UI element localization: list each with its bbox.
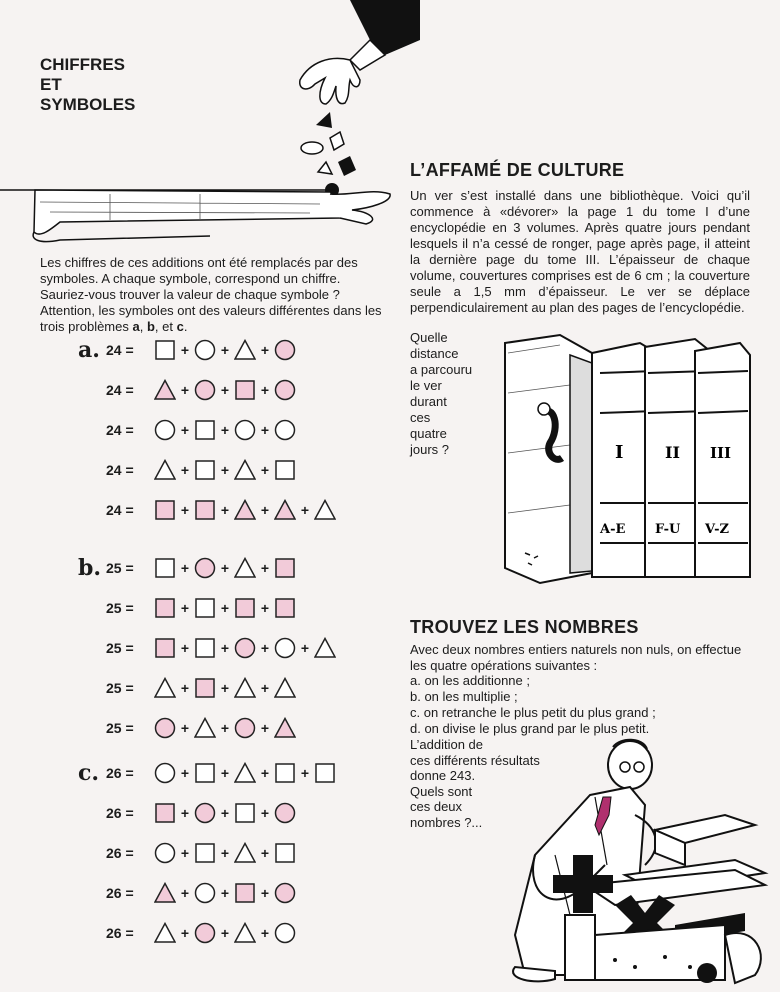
affame-question: [410, 330, 472, 458]
triangle-pink-icon: [274, 717, 296, 739]
plus-sign: +: [180, 600, 190, 616]
equation-row: [78, 760, 338, 786]
question-line: ces: [410, 410, 431, 425]
question-line: le ver: [410, 378, 442, 393]
plus-sign: +: [260, 600, 270, 616]
plus-sign: +: [300, 502, 310, 518]
equation-total: 25 =: [106, 600, 134, 616]
equation-total: 24 =: [106, 422, 134, 438]
triangle-white-icon: [314, 637, 336, 659]
plus-sign: +: [220, 925, 230, 941]
equation-total: 26 =: [106, 885, 134, 901]
circle-white-icon: [194, 339, 216, 361]
chiffres-intro: [40, 255, 385, 335]
plus-sign: +: [180, 805, 190, 821]
question-line: ces deux: [410, 799, 463, 814]
nombres-intro: Avec deux nombres entiers naturels non nuls, on effectue les quatre opérations suivantes :: [410, 642, 742, 673]
volume-2-label: F-U: [655, 522, 681, 537]
circle-white-icon: [154, 842, 176, 864]
plus-sign: +: [220, 600, 230, 616]
circle-pink-icon: [194, 802, 216, 824]
volume-3-label: V-Z: [705, 522, 730, 537]
circle-white-icon: [274, 419, 296, 441]
triangle-white-icon: [234, 557, 256, 579]
question-line: distance: [410, 346, 459, 361]
circle-white-icon: [194, 882, 216, 904]
plus-sign: +: [260, 845, 270, 861]
square-pink-icon: [234, 379, 256, 401]
plus-sign: +: [260, 680, 270, 696]
equation-total: 24 =: [106, 382, 134, 398]
problem-label: a.: [78, 337, 100, 363]
equation-row: [78, 417, 298, 443]
question-line: quatre: [410, 426, 447, 441]
square-pink-icon: [234, 882, 256, 904]
square-pink-icon: [154, 597, 176, 619]
equation-row: [78, 840, 298, 866]
volume-1-label: A-E: [600, 522, 626, 537]
circle-white-icon: [154, 419, 176, 441]
plus-sign: +: [180, 845, 190, 861]
triangle-white-icon: [234, 922, 256, 944]
triangle-pink-icon: [154, 379, 176, 401]
circle-pink-icon: [274, 802, 296, 824]
plus-sign: +: [220, 805, 230, 821]
plus-sign: +: [220, 885, 230, 901]
circle-pink-icon: [234, 717, 256, 739]
equation-total: 25 =: [106, 720, 134, 736]
op-b: b. on les multiplie ;: [410, 689, 518, 704]
plus-sign: +: [260, 925, 270, 941]
equation-total: 26 =: [106, 925, 134, 941]
plus-sign: +: [220, 680, 230, 696]
circle-pink-icon: [274, 379, 296, 401]
plus-sign: +: [260, 765, 270, 781]
plus-sign: +: [220, 462, 230, 478]
circle-white-icon: [234, 419, 256, 441]
equation-row: [78, 377, 298, 403]
equation-total: 26 =: [106, 845, 134, 861]
plus-sign: +: [220, 422, 230, 438]
page-title: [40, 55, 135, 115]
problem-label: b.: [78, 555, 102, 581]
nombres-ops: [410, 673, 656, 737]
intro-b: b: [146, 319, 155, 334]
circle-white-icon: [274, 922, 296, 944]
books-illustration: [500, 333, 755, 588]
triangle-white-icon: [274, 677, 296, 699]
intro-sep2: , et: [154, 319, 177, 334]
square-white-icon: [154, 339, 176, 361]
plus-sign: +: [260, 885, 270, 901]
affame-title: L’AFFAMÉ DE CULTURE: [410, 160, 625, 180]
plus-sign: +: [220, 640, 230, 656]
circle-white-icon: [274, 637, 296, 659]
square-pink-icon: [274, 597, 296, 619]
plus-sign: +: [180, 720, 190, 736]
spine-2: II: [665, 443, 680, 462]
circle-pink-icon: [194, 922, 216, 944]
spine-3: III: [710, 444, 732, 462]
plus-sign: +: [260, 462, 270, 478]
equation-row: [78, 800, 298, 826]
equation-total: 25 =: [106, 640, 134, 656]
equation-total: 24 =: [106, 342, 134, 358]
equation-total: 25 =: [106, 680, 134, 696]
equation-total: 24 =: [106, 462, 134, 478]
op-d: d. on divise le plus grand par le plus petit.: [410, 721, 650, 736]
problem-label: c.: [78, 760, 100, 786]
plus-sign: +: [300, 640, 310, 656]
plus-sign: +: [260, 422, 270, 438]
plus-sign: +: [260, 640, 270, 656]
intro-end: .: [183, 319, 188, 334]
plus-sign: +: [260, 342, 270, 358]
square-white-icon: [194, 762, 216, 784]
plus-sign: +: [300, 765, 310, 781]
question-line: nombres ?...: [410, 814, 483, 830]
square-white-icon: [274, 842, 296, 864]
plus-sign: +: [220, 845, 230, 861]
equation-row: [78, 715, 298, 741]
plus-sign: +: [260, 560, 270, 576]
intro-a: a: [132, 319, 140, 334]
square-white-icon: [234, 802, 256, 824]
intro-c: c: [176, 319, 184, 334]
scientist-illustration: [495, 735, 775, 987]
title-line-2: ET: [40, 75, 62, 94]
spine-1: I: [615, 442, 624, 463]
triangle-white-icon: [234, 677, 256, 699]
square-white-icon: [314, 762, 336, 784]
equation-row: [78, 337, 298, 363]
op-c: c. on retranche le plus petit du plus grand ;: [410, 705, 656, 720]
triangle-white-icon: [314, 499, 336, 521]
equation-row: [78, 555, 298, 581]
circle-white-icon: [154, 762, 176, 784]
circle-pink-icon: [274, 882, 296, 904]
plus-sign: +: [260, 805, 270, 821]
circle-pink-icon: [194, 557, 216, 579]
equation-row: [78, 920, 298, 946]
title-line-1: CHIFFRES: [40, 55, 125, 74]
plus-sign: +: [220, 342, 230, 358]
equation-total: 24 =: [106, 502, 134, 518]
equation-total: 26 =: [106, 805, 134, 821]
question-line: durant: [410, 394, 447, 409]
plus-sign: +: [180, 422, 190, 438]
triangle-pink-icon: [274, 499, 296, 521]
equation-total: 25 =: [106, 560, 134, 576]
square-pink-icon: [234, 597, 256, 619]
equation-row: [78, 595, 298, 621]
plus-sign: +: [220, 502, 230, 518]
square-pink-icon: [194, 499, 216, 521]
triangle-pink-icon: [154, 882, 176, 904]
plus-sign: +: [260, 502, 270, 518]
square-white-icon: [194, 419, 216, 441]
square-white-icon: [274, 762, 296, 784]
question-line: L’addition de: [410, 737, 484, 752]
question-line: a parcouru: [410, 362, 473, 377]
triangle-white-icon: [154, 677, 176, 699]
plus-sign: +: [180, 502, 190, 518]
circle-pink-icon: [194, 379, 216, 401]
question-line: donne 243.: [410, 768, 476, 783]
square-white-icon: [194, 459, 216, 481]
triangle-white-icon: [234, 842, 256, 864]
equation-row: [78, 497, 338, 523]
equation-total: 26 =: [106, 765, 134, 781]
plus-sign: +: [180, 680, 190, 696]
plus-sign: +: [220, 382, 230, 398]
plus-sign: +: [180, 765, 190, 781]
plus-sign: +: [180, 560, 190, 576]
triangle-white-icon: [154, 459, 176, 481]
question-line: Quels sont: [410, 783, 473, 799]
plus-sign: +: [180, 885, 190, 901]
plus-sign: +: [220, 765, 230, 781]
equation-row: [78, 675, 298, 701]
triangle-white-icon: [194, 717, 216, 739]
hand-dropping-symbols-illustration: [290, 0, 420, 200]
receiving-hand-illustration: [0, 180, 395, 252]
square-white-icon: [194, 597, 216, 619]
plus-sign: +: [180, 925, 190, 941]
nombres-title: TROUVEZ LES NOMBRES: [410, 617, 639, 637]
plus-sign: +: [220, 720, 230, 736]
square-pink-icon: [274, 557, 296, 579]
triangle-white-icon: [234, 339, 256, 361]
plus-sign: +: [180, 342, 190, 358]
triangle-pink-icon: [234, 499, 256, 521]
question-line: Quelle: [410, 330, 448, 345]
square-pink-icon: [194, 677, 216, 699]
square-white-icon: [154, 557, 176, 579]
op-a: a. on les additionne ;: [410, 673, 530, 688]
plus-sign: +: [260, 720, 270, 736]
question-line: jours ?: [410, 442, 450, 457]
plus-sign: +: [260, 382, 270, 398]
square-white-icon: [274, 459, 296, 481]
square-white-icon: [194, 637, 216, 659]
square-pink-icon: [154, 802, 176, 824]
square-pink-icon: [154, 499, 176, 521]
plus-sign: +: [180, 640, 190, 656]
circle-pink-icon: [154, 717, 176, 739]
plus-sign: +: [180, 462, 190, 478]
intro-text: Les chiffres de ces additions ont été remplacés par des symboles. A chaque symbole, correspond un chiffre. Sauriez-vous trouver la valeur de chaque symbole ? Attention, les symboles ont des valeurs différentes dans les trois problèmes: [40, 255, 382, 334]
circle-pink-icon: [274, 339, 296, 361]
triangle-white-icon: [234, 762, 256, 784]
affame-body: Un ver s’est installé dans une bibliothèque. Voici qu’il commence à «dévorer» la page 1 du tome I d’une encyclopédie en 3 volumes. Après quatre jours pendant lesquels il n’a cessé de ronger, page après page, il atteint la dernière page du tome III. L’épaisseur de chaque volume, couvertures comprises est de 6 cm ; la couverture seule a 1,5 mm d’épaisseur. Le ver se déplace perpendiculairement au plan des pages de l’encyclopédie.: [410, 188, 750, 315]
title-line-3: SYMBOLES: [40, 95, 136, 114]
plus-sign: +: [220, 560, 230, 576]
square-pink-icon: [154, 637, 176, 659]
intro-sep1: ,: [139, 319, 147, 334]
plus-sign: +: [180, 382, 190, 398]
triangle-white-icon: [234, 459, 256, 481]
equation-row: [78, 635, 338, 661]
circle-pink-icon: [234, 637, 256, 659]
equation-row: [78, 880, 298, 906]
square-white-icon: [194, 842, 216, 864]
equation-row: [78, 457, 298, 483]
question-line: ces différents résultats: [410, 752, 540, 768]
triangle-white-icon: [154, 922, 176, 944]
